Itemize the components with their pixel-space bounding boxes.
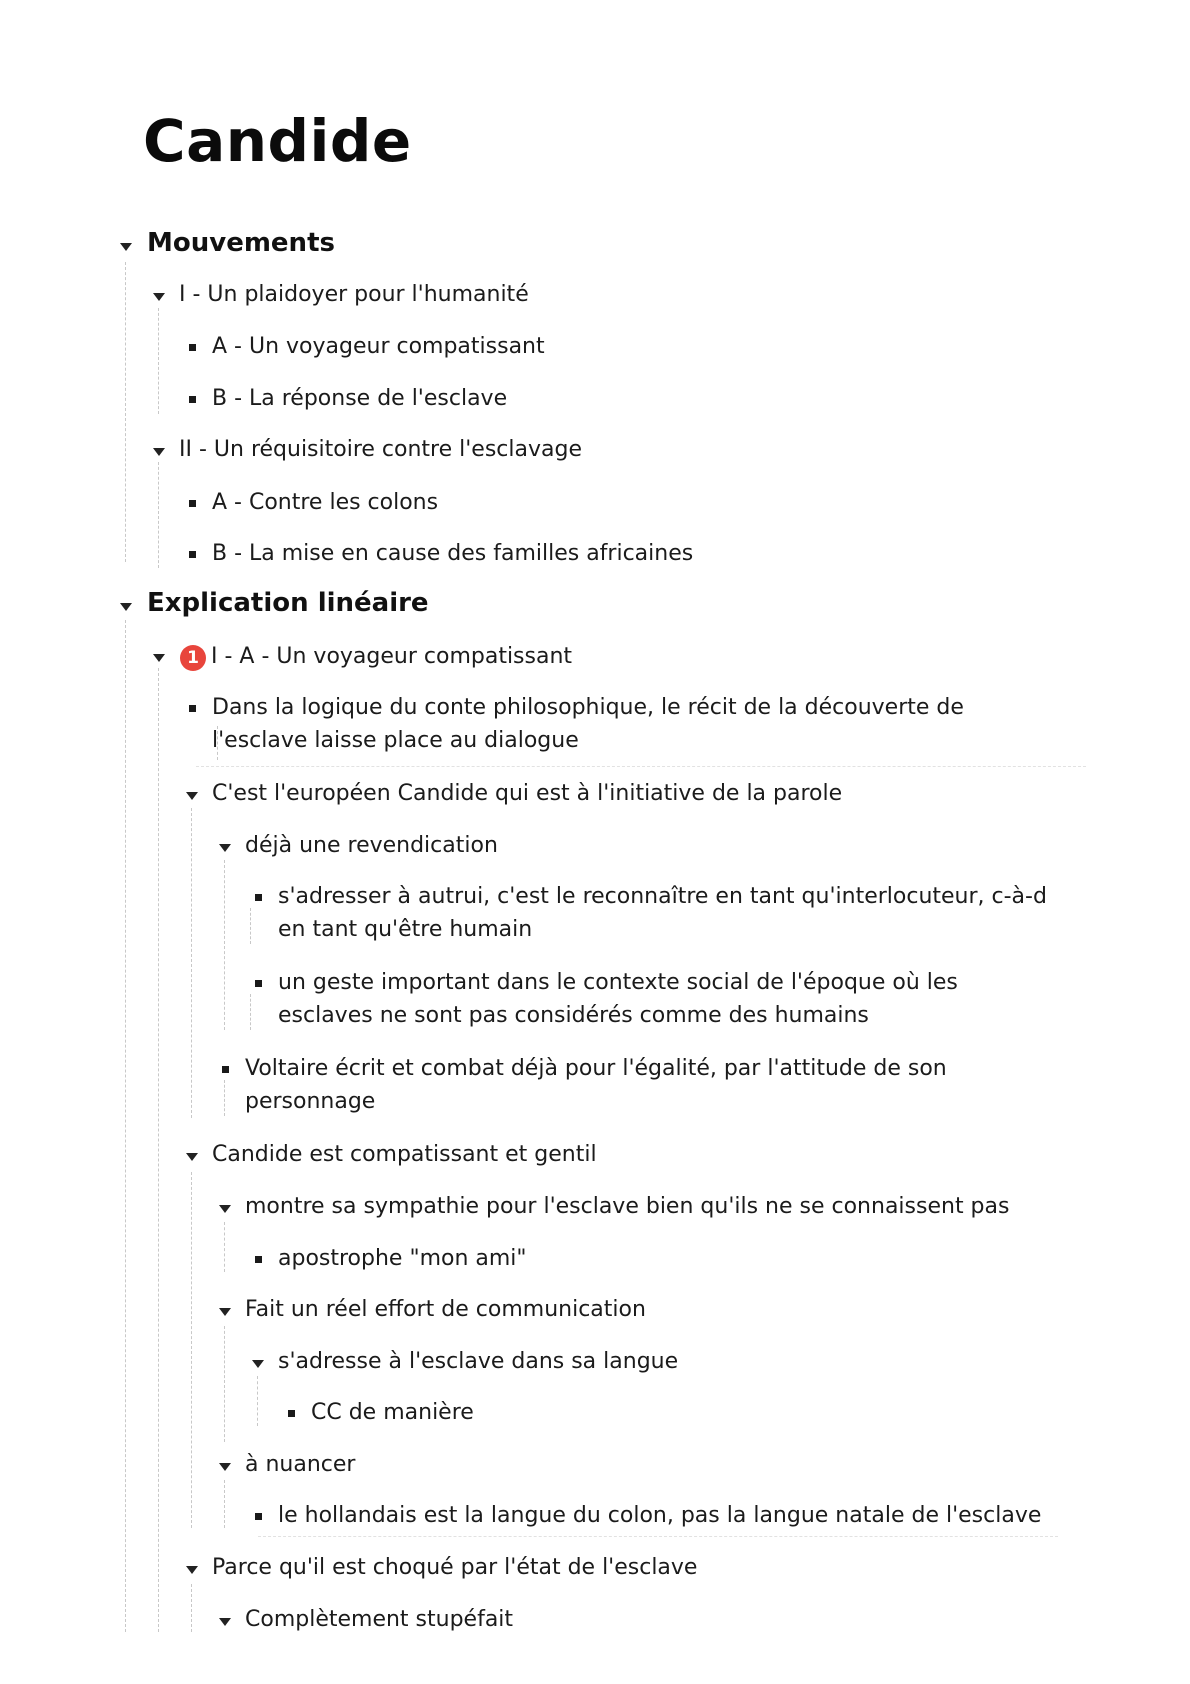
heading-mouvements: Mouvements <box>147 228 335 258</box>
outline-item[interactable]: à nuancer <box>245 1452 356 1477</box>
outline-item[interactable]: Dans la logique du conte philosophique, le récit de la découverte de <box>212 695 964 720</box>
collapse-toggle-icon[interactable] <box>120 603 132 611</box>
outline-item[interactable]: Parce qu'il est choqué par l'état de l'esclave <box>212 1555 698 1580</box>
collapse-toggle-icon[interactable] <box>219 1308 231 1316</box>
outline-item-continuation: personnage <box>245 1089 376 1114</box>
outline-item-continuation: l'esclave laisse place au dialogue <box>212 728 579 753</box>
outline-item[interactable]: A - Contre les colons <box>212 490 439 515</box>
outline-item[interactable]: un geste important dans le contexte social de l'époque où les <box>278 970 958 995</box>
bullet-icon <box>255 1256 262 1263</box>
collapse-toggle-icon[interactable] <box>186 1153 198 1161</box>
guide-line <box>224 1326 225 1442</box>
guide-line <box>224 860 225 1030</box>
outline-item[interactable]: A - Un voyageur compatissant <box>212 334 545 359</box>
outline-item[interactable]: s'adresse à l'esclave dans sa langue <box>278 1349 679 1374</box>
separator <box>258 1536 1058 1537</box>
guide-line <box>158 462 159 568</box>
outline-item[interactable]: C'est l'européen Candide qui est à l'initiative de la parole <box>212 781 843 806</box>
bullet-icon <box>189 705 196 712</box>
bullet-icon <box>189 396 196 403</box>
number-badge-icon: 1 <box>180 645 206 671</box>
guide-line <box>224 1222 225 1272</box>
outline-item[interactable]: B - La réponse de l'esclave <box>212 386 508 411</box>
bullet-icon <box>189 500 196 507</box>
bullet-icon <box>288 1410 295 1417</box>
outline-item[interactable]: CC de manière <box>311 1400 474 1425</box>
collapse-toggle-icon[interactable] <box>219 1618 231 1626</box>
separator <box>196 766 1086 767</box>
outline-item[interactable]: I - Un plaidoyer pour l'humanité <box>179 282 529 307</box>
outline-item[interactable]: B - La mise en cause des familles africaines <box>212 541 694 566</box>
outline-item[interactable]: montre sa sympathie pour l'esclave bien qu'ils ne se connaissent pas <box>245 1194 1010 1219</box>
guide-line <box>191 1584 192 1632</box>
bullet-icon <box>255 1513 262 1520</box>
outline-item-continuation: en tant qu'être humain <box>278 917 533 942</box>
outline-item[interactable]: Candide est compatissant et gentil <box>212 1142 597 1167</box>
bullet-icon <box>189 551 196 558</box>
bullet-icon <box>222 1066 229 1073</box>
outline-item[interactable]: Voltaire écrit et combat déjà pour l'égalité, par l'attitude de son <box>245 1056 947 1081</box>
guide-line <box>158 668 159 1632</box>
collapse-toggle-icon[interactable] <box>120 243 132 251</box>
outline-item[interactable]: II - Un réquisitoire contre l'esclavage <box>179 437 582 462</box>
collapse-toggle-icon[interactable] <box>153 654 165 662</box>
collapse-toggle-icon[interactable] <box>219 1463 231 1471</box>
guide-line <box>191 1172 192 1528</box>
guide-line <box>191 808 192 1118</box>
collapse-toggle-icon[interactable] <box>186 792 198 800</box>
guide-line <box>224 1480 225 1528</box>
bullet-icon <box>189 344 196 351</box>
guide-line <box>224 1080 225 1116</box>
heading-explication: Explication linéaire <box>147 588 429 618</box>
outline-item[interactable]: Complètement stupéfait <box>245 1607 514 1632</box>
guide-line <box>257 1376 258 1426</box>
collapse-toggle-icon[interactable] <box>219 844 231 852</box>
page-title: Candide <box>143 107 412 175</box>
outline-item[interactable]: s'adresser à autrui, c'est le reconnaître en tant qu'interlocuteur, c-à-d <box>278 884 1047 909</box>
outline-item[interactable]: déjà une revendication <box>245 833 498 858</box>
guide-line <box>250 994 251 1030</box>
outline-item[interactable]: apostrophe "mon ami" <box>278 1246 527 1271</box>
guide-line <box>158 308 159 414</box>
outline-item[interactable]: le hollandais est la langue du colon, pas la langue natale de l'esclave <box>278 1503 1042 1528</box>
guide-line <box>125 620 126 1632</box>
guide-line <box>250 908 251 944</box>
collapse-toggle-icon[interactable] <box>219 1205 231 1213</box>
guide-line <box>125 262 126 562</box>
bullet-icon <box>255 894 262 901</box>
outline-item[interactable]: Fait un réel effort de communication <box>245 1297 646 1322</box>
bullet-icon <box>255 980 262 987</box>
collapse-toggle-icon[interactable] <box>153 293 165 301</box>
collapse-toggle-icon[interactable] <box>186 1566 198 1574</box>
collapse-toggle-icon[interactable] <box>153 448 165 456</box>
outline-item[interactable]: I - A - Un voyageur compatissant <box>211 644 573 669</box>
outline-item-continuation: esclaves ne sont pas considérés comme des humains <box>278 1003 869 1028</box>
collapse-toggle-icon[interactable] <box>252 1360 264 1368</box>
